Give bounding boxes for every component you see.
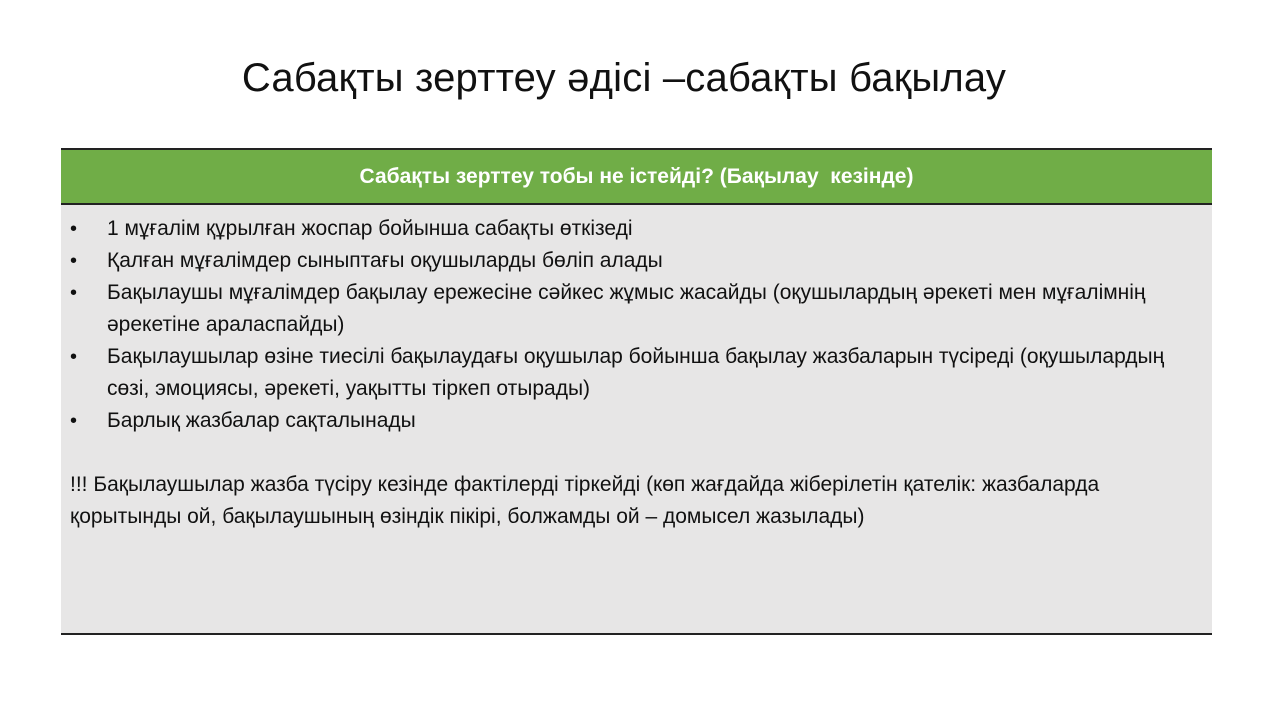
bullet-list bbox=[70, 213, 1200, 437]
bullet-item: • Бақылаушы мұғалімдер бақылау ережесіне сәйкес жұмыс жасайды (оқушылардың әрекеті мен мұғалімнің әрекетіне араласпайды) bbox=[70, 277, 1200, 341]
table-body bbox=[61, 205, 1212, 633]
table-header: Сабақты зерттеу тобы не істейді? (Бақылау кезінде) bbox=[61, 150, 1212, 205]
content-table bbox=[61, 148, 1212, 635]
bullet-item: • Бақылаушылар өзіне тиесілі бақылаудағы оқушылар бойынша бақылау жазбаларын түсіреді (оқушылардың сөзі, эмоциясы, әрекеті, уақытты тіркеп отырады) bbox=[70, 341, 1200, 405]
slide-title: Сабақты зерттеу әдісі –сабақты бақылау bbox=[241, 56, 1007, 100]
bullet-item: • 1 мұғалім құрылған жоспар бойынша сабақты өткізеді bbox=[70, 213, 1200, 245]
bullet-item: • Қалған мұғалімдер сыныптағы оқушыларды бөліп алады bbox=[70, 245, 1200, 277]
bullet-item: • Барлық жазбалар сақталынады bbox=[70, 405, 1200, 437]
warning-note: !!! Бақылаушылар жазба түсіру кезінде фактілерді тіркейді (көп жағдайда жіберілетін қателік: жазбаларда қорытынды ой, бақылаушының өзіндік пікірі, болжамды ой – домысел жазылады) bbox=[70, 473, 1100, 528]
